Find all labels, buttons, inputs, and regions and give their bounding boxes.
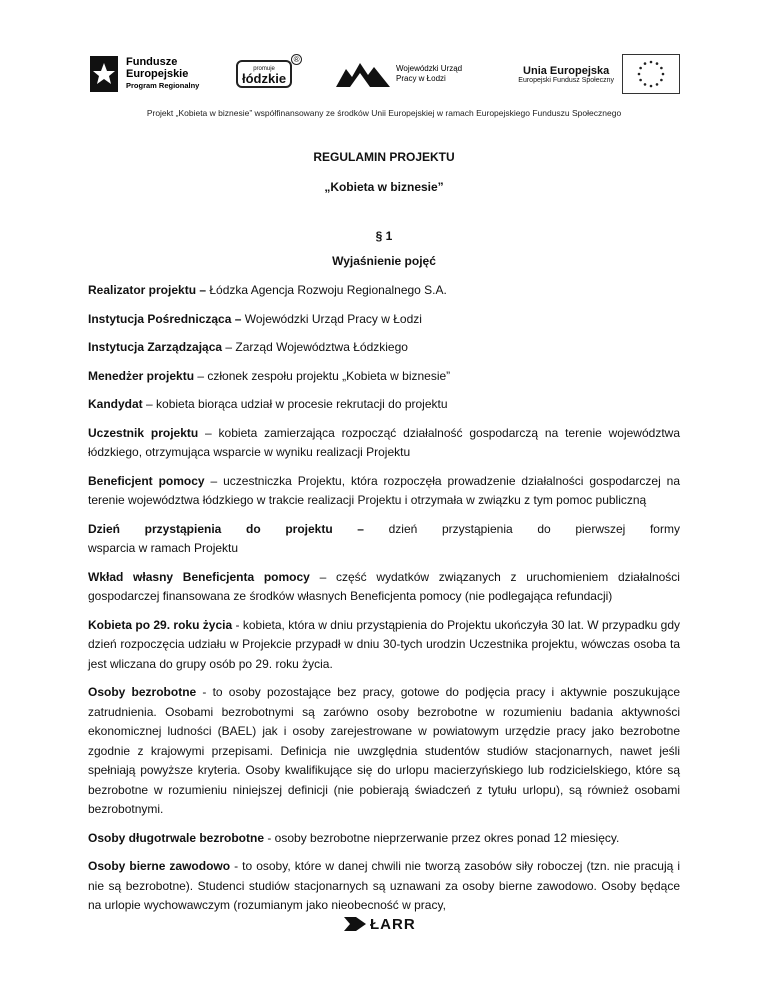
definition: Osoby bierne zawodowo - to osoby, które w danej chwili nie tworzą zasobów siły roboczej (tzn. nie pracują i nie są bezrobotne). Studenci studiów stacjonarnych są uznawani za osoby bierne zawodowo. Osoby będące na urlopie wychowawczym (rozumianym jako nieobecność w pracy, [88,859,680,912]
registered-mark: ® [291,54,302,65]
fe-line2: Europejskie [126,68,189,80]
definition: Realizator projektu – Łódzka Agencja Rozwoju Regionalnego S.A. [88,283,447,297]
fe-line1: Fundusze [126,56,178,68]
ue-line2: Europejski Fundusz Społeczny [518,76,614,84]
fundusze-europejskie-logo [88,48,208,100]
definition: Osoby bezrobotne - to osoby pozostające bez pracy, gotowe do podjęcia pracy i aktywnie poszukujące zatrudnienia. Osobami bezrobotnymi są zarówno osoby bezrobotne w rozumieniu badania aktywności ekonomicznej ludności (BAEL) jak i osoby zarejestrowane w powiatowym urzędzie pracy jako bezrobotne zgodnie z krajowymi przepisami. Definicja nie uwzględnia studentów studiów stacjonarnych, nawet jeśli spełniają powyższe kryteria. Osoby kwalifikujące się do urlopu macierzyńskiego lub rodzicielskiego, które są bezrobotne w rozumieniu niniejszej definicji (nie pobierają świadczeń z tytułu urlopu), są również osobami bezrobotnymi. [88,685,680,816]
definition: Menedżer projektu – członek zespołu projektu „Kobieta w biznesie” [88,368,451,383]
mountain-icon [336,61,390,87]
larr-mark-icon [344,915,366,933]
unia-europejska-logo [508,48,680,100]
definition: Kandydat – kobieta biorąca udział w procesie rekrutacji do projektu [88,397,448,411]
definition: Instytucja Zarządzająca – Zarząd Województwa Łódzkiego [88,340,408,354]
wup-logo [336,48,486,100]
definition: Wkład własny Beneficjenta pomocy – część wydatków związanych z uruchomieniem działalności gospodarczej finansowana ze środków własnych Beneficjenta pomocy (nie podlegająca refundacji) [88,569,680,603]
section-title: Wyjaśnienie pojęć [332,253,436,268]
definition: Kobieta po 29. roku życia - kobieta, która w dniu przystąpienia do Projektu ukończyła 30 lat. W przypadku gdy dzień rozpoczęcia udziału w Projekcie przypadł w dniu 30-tych urodzin Uczestnika projektu, wówczas osoba ta jest wliczana do grupy osób po 29. roku życia. [88,617,681,671]
definition-spread-line2: wsparcia w ramach Projektu [88,541,239,555]
definition: Uczestnik projektu – kobieta zamierzająca rozpocząć działalność gospodarczą na terenie województwa łódzkiego, otrzymująca wsparcie w wyniku realizacji Projektu [88,425,680,459]
document-title: REGULAMIN PROJEKTU [313,150,455,164]
document-subtitle: „Kobieta w biznesie” [324,179,444,194]
wup-line2: Pracy w Łodzi [396,74,446,83]
fe-line3: Program Regionalny [126,81,200,90]
definition: Osoby długotrwale bezrobotne - osoby bezrobotne nieprzerwanie przez okres ponad 12 miesięcy. [88,830,620,845]
cofinancing-note: Projekt „Kobieta w biznesie” współfinansowany ze środków Unii Europejskiej w ramach Europejskiego Funduszu Społecznego [146,108,622,118]
definition-spread-line: Dzień przystąpienia do projektu – dzień przystąpienia do pierwszej formy [88,521,680,536]
eu-flag-icon [622,54,680,94]
pl-big: łódzkie [242,71,287,86]
definition: Instytucja Pośrednicząca – Wojewódzki Urząd Pracy w Łodzi [88,311,422,326]
document-body [88,148,680,916]
larr-text: ŁARR [370,915,416,933]
section-number: § 1 [375,229,393,243]
star-flag-icon [88,54,120,94]
logo-bar [88,48,680,104]
definition: Beneficjent pomocy – uczestniczka Projektu, która rozpoczęła prowadzenie działalności gospodarczej na terenie województwa łódzkiego w trakcie realizacji Projektu i otrzymała w związku z tym pomoc publiczną [88,473,681,507]
promuje-lodzkie-logo [236,48,300,100]
pl-small: promuje [253,66,275,72]
wup-line1: Wojewódzki Urząd [396,64,463,73]
ue-line1: Unia Europejska [523,64,610,77]
larr-logo [344,914,434,934]
